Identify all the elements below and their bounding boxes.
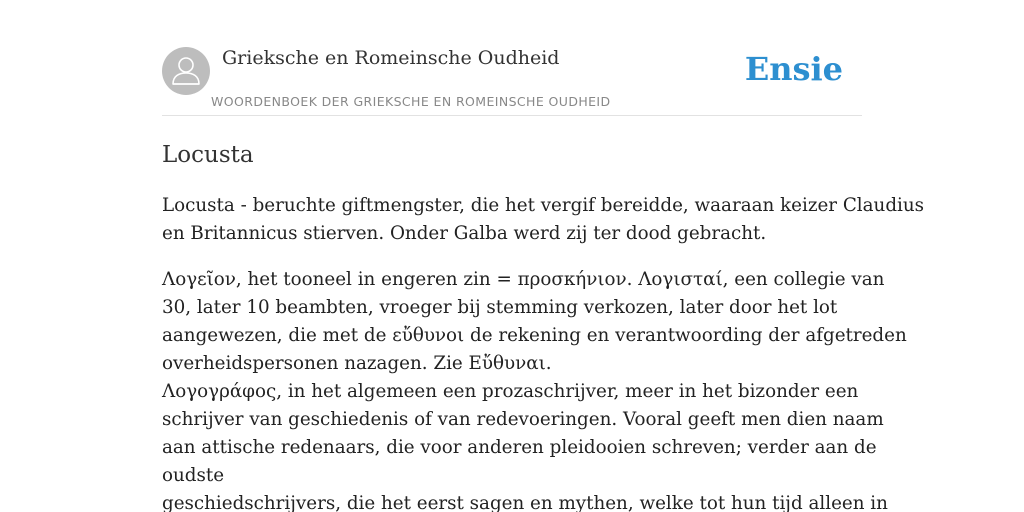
text-line: Λογεῖον, het tooneel in engeren zin = προσκήνιον. Λογισταί, een collegie van — [162, 269, 885, 290]
text-line: Λογογράφος, in het algemeen een prozaschrijver, meer in het bizonder een — [162, 381, 859, 402]
source-title[interactable]: Grieksche en Romeinsche Oudheid — [222, 47, 560, 69]
text-line: oudste — [162, 465, 225, 486]
entry-title: Locusta — [162, 142, 254, 168]
text-line: aangewezen, die met de εὔθυνοι de rekening en verantwoording der afgetreden — [162, 325, 907, 346]
entry-paragraph — [162, 192, 925, 248]
text-line: aan attische redenaars, die voor anderen pleidooien schreven; verder aan de — [162, 437, 877, 458]
text-line: 30, later 10 beambten, vroeger bij stemming verkozen, later door het lot — [162, 297, 838, 318]
entry-paragraph — [162, 266, 907, 512]
entry-content — [162, 140, 925, 512]
source-subtitle: WOORDENBOEK DER GRIEKSCHE EN ROMEINSCHE OUDHEID — [211, 94, 611, 109]
text-line: schrijver van geschiedenis of van redevoeringen. Vooral geeft men dien naam — [162, 409, 884, 430]
text-line: overheidspersonen nazagen. Zie Εὔθυναι. — [162, 353, 552, 374]
text-line: Locusta - beruchte giftmengster, die het vergif bereidde, waaraan keizer Claudius — [162, 195, 925, 216]
ensie-logo[interactable]: Ensie — [744, 50, 843, 88]
text-line: geschiedschrijvers, die het eerst sagen en mythen, welke tot hun tijd alleen in — [162, 493, 888, 512]
user-icon — [162, 47, 210, 95]
site-header — [162, 47, 862, 116]
text-line: en Britannicus stierven. Onder Galba werd zij ter dood gebracht. — [162, 223, 767, 244]
source-avatar[interactable] — [162, 47, 210, 95]
